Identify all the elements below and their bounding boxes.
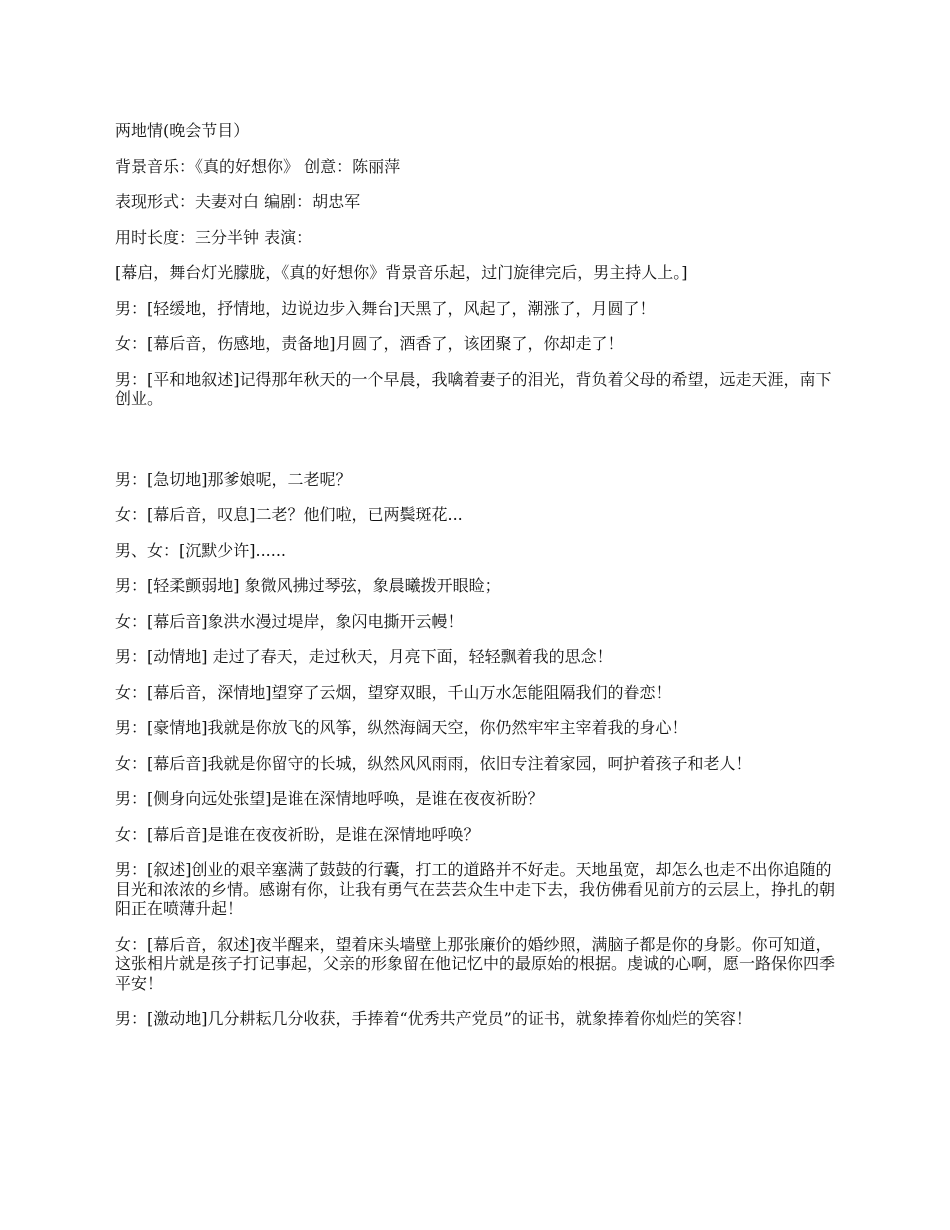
dialogue-line: 男：[侧身向远处张望]是谁在深情地呼唤，是谁在夜夜祈盼？ [115, 789, 544, 808]
dialogue-line: 女：[幕后音]我就是你留守的长城，纵然风风雨雨，依旧专注着家园，呵护着孩子和老人！ [115, 753, 752, 773]
dialogue-line: 男：[激动地]几分耕耘几分收获，手捧着“优秀共产党员”的证书，就象捧着你灿烂的笑容！ [115, 1009, 752, 1028]
stage-direction-opening: [幕启，舞台灯光朦胧，《真的好想你》背景音乐起，过门旋律完后，男主持人上。] [115, 263, 688, 282]
meta-duration-line: 用时长度：三分半钟 表演： [115, 227, 313, 247]
dialogue-line: 女：[幕后音，深情地]望穿了云烟，望穿双眼，千山万水怎能阻隔我们的眷恋！ [115, 682, 672, 702]
dialogue-line: 男：[轻柔颤弱地] 象微风拂过琴弦，象晨曦拨开眼睑； [115, 576, 501, 595]
dialogue-line: 男、女：[沉默少许]...... [115, 540, 287, 560]
dialogue-line: 男：[豪情地]我就是你放飞的风筝，纵然海阔天空，你仍然牢牢主宰着我的身心！ [115, 718, 688, 737]
dialogue-line: 男：[轻缓地，抒情地，边说边步入舞台]天黑了，风起了，潮涨了，月圆了！ [115, 298, 656, 318]
dialogue-line: 女：[幕后音]象洪水漫过堤岸，象闪电撕开云幔！ [115, 611, 464, 631]
dialogue-line: 男：[急切地]那爹娘呢，二老呢？ [115, 469, 352, 489]
dialogue-line: 女：[幕后音，伤感地，责备地]月圆了，酒香了，该团聚了，你却走了！ [115, 334, 624, 353]
dialogue-line: 男：[叙述]创业的艰辛塞满了鼓鼓的行囊，打工的道路并不好走。天地虽宽，却怎么也走不出你追随的目光和浓浓的乡情。感谢有你，让我有勇气在芸芸众生中走下去，我仿佛看见前方的云层上，挣扎的朝阳正在喷薄升起！ [115, 860, 836, 918]
dialogue-line: 男：[动情地] 走过了春天，走过秋天，月亮下面，轻轻飘着我的思念！ [115, 647, 613, 666]
dialogue-line: 女：[幕后音，叙述]夜半醒来，望着床头墙壁上那张廉价的婚纱照，满脑子都是你的身影。你可知道，这张相片就是孩子打记事起，父亲的形象留在他记忆中的最原始的根据。虔诚的心啊，愿一路保你四季平安！ [115, 934, 836, 993]
meta-music-line: 背景音乐：《真的好想你》 创意：陈丽萍 [115, 156, 401, 176]
dialogue-line: 女：[幕后音，叹息]二老？他们啦，已两鬓斑花... [115, 505, 463, 524]
document-title: 两地情(晚会节目） [115, 121, 250, 140]
document-page [115, 121, 845, 1045]
dialogue-line: 男：[平和地叙述]记得那年秋天的一个早晨，我噙着妻子的泪光，背负着父母的希望，远走天涯，南下创业。 [115, 369, 832, 408]
meta-form-line: 表现形式：夫妻对白 编剧：胡忠军 [115, 192, 361, 211]
dialogue-line: 女：[幕后音]是谁在夜夜祈盼，是谁在深情地呼唤？ [115, 824, 480, 844]
